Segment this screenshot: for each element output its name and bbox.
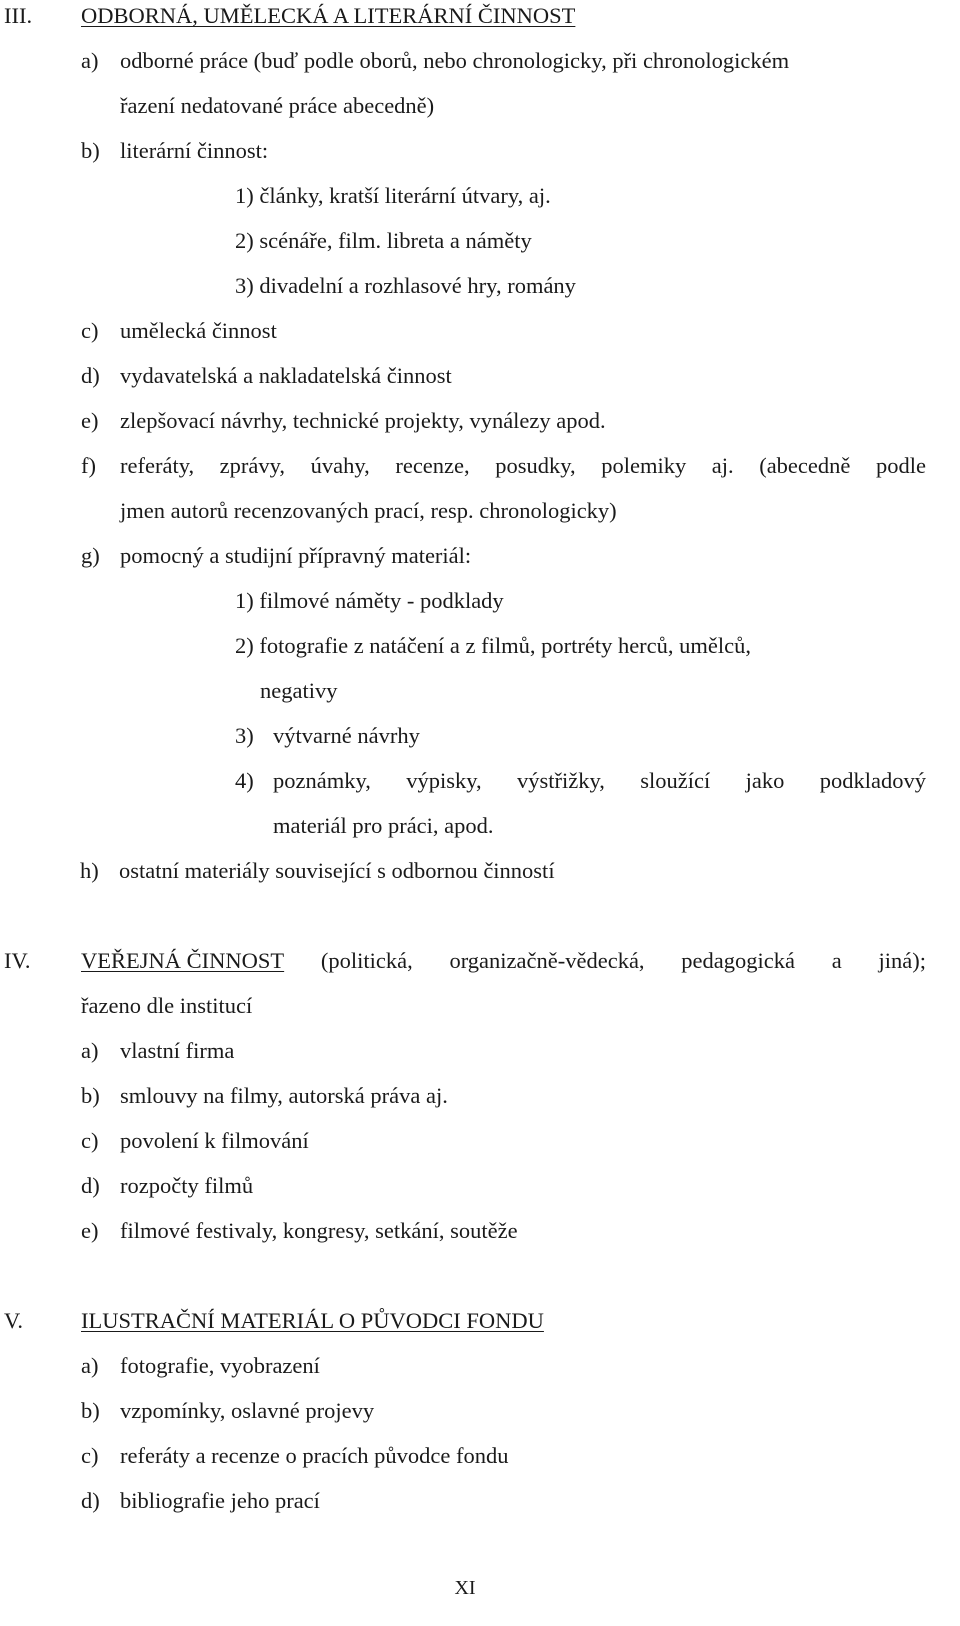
item-f-word: posudky, — [495, 453, 576, 478]
item-g-text: pomocný a studijní přípravný materiál: — [120, 543, 472, 568]
page-number: XI — [454, 1577, 476, 1599]
item-b2: 2) scénáře, film. libreta a náměty — [235, 228, 532, 253]
section-title-v: ILUSTRAČNÍ MATERIÁL O PŮVODCI FONDU — [81, 1308, 544, 1333]
iv-item-e-label: e) — [81, 1218, 99, 1243]
item-g3-num: 3) — [235, 723, 254, 748]
iv-item-a-text: vlastní firma — [120, 1038, 235, 1063]
item-d-text: vydavatelská a nakladatelská činnost — [120, 363, 452, 388]
item-g4-word: sloužící — [640, 768, 711, 793]
iv-item-a-label: a) — [81, 1038, 99, 1063]
v-item-a-label: a) — [81, 1353, 99, 1378]
item-f-word: podle — [875, 453, 926, 478]
v-item-a-text: fotografie, vyobrazení — [120, 1353, 320, 1378]
item-a-line2: řazení nedatované práce abecedně) — [120, 93, 435, 118]
item-c-text: umělecká činnost — [120, 318, 277, 343]
item-f-word: (abecedně — [759, 453, 851, 478]
item-d-label: d) — [81, 363, 100, 388]
item-f-label: f) — [81, 453, 96, 478]
section-iv-title-word: (politická, — [320, 948, 413, 973]
item-g4-line1 — [273, 770, 926, 793]
item-f-word: polemiky — [601, 453, 687, 478]
item-a-line1: odborné práce (buď podle oborů, nebo chronologicky, při chronologickém — [120, 48, 790, 73]
item-h-text: ostatní materiály související s odbornou činností — [119, 858, 555, 883]
section-iv-title-word: pedagogická — [681, 948, 795, 973]
item-h-label: h) — [80, 858, 99, 883]
item-g4-num: 4) — [235, 768, 254, 793]
item-g4-word: výpisky, — [406, 768, 482, 793]
item-g2-line2: negativy — [260, 678, 338, 703]
v-item-b-text: vzpomínky, oslavné projevy — [120, 1398, 375, 1423]
item-f-word: recenze, — [395, 453, 470, 478]
item-b-text: literární činnost: — [120, 138, 269, 163]
iv-item-e-text: filmové festivaly, kongresy, setkání, soutěže — [120, 1218, 518, 1243]
iv-item-c-label: c) — [81, 1128, 99, 1153]
item-a-label: a) — [81, 48, 99, 73]
item-f-line2: jmen autorů recenzovaných prací, resp. chronologicky) — [120, 498, 617, 523]
item-f-word: úvahy, — [310, 453, 370, 478]
item-b3: 3) divadelní a rozhlasové hry, romány — [235, 273, 576, 298]
item-g4-word: jako — [745, 768, 785, 793]
item-f-line1 — [120, 455, 926, 478]
item-f-word: referáty, — [120, 453, 195, 478]
v-item-c-text: referáty a recenze o pracích původce fondu — [120, 1443, 509, 1468]
item-c-label: c) — [81, 318, 99, 343]
item-b-label: b) — [81, 138, 100, 163]
section-number-iii: III. — [4, 3, 33, 28]
v-item-d-text: bibliografie jeho prací — [120, 1488, 320, 1513]
section-iv-title-word: organizačně-vědecká, — [449, 948, 645, 973]
v-item-d-label: d) — [81, 1488, 100, 1513]
item-e-label: e) — [81, 408, 99, 433]
section-title-iii: ODBORNÁ, UMĚLECKÁ A LITERÁRNÍ ČINNOST — [81, 3, 576, 28]
section-title-iv-line — [81, 950, 926, 973]
section-number-v: V. — [4, 1308, 23, 1333]
item-g4-word: výstřižky, — [517, 768, 605, 793]
item-g1: 1) filmové náměty - podklady — [235, 588, 504, 613]
item-g-label: g) — [81, 543, 100, 568]
iv-item-d-text: rozpočty filmů — [120, 1173, 254, 1198]
item-f-word: zprávy, — [219, 453, 286, 478]
item-g4-word: poznámky, — [273, 768, 371, 793]
iv-item-d-label: d) — [81, 1173, 100, 1198]
section-number-iv: IV. — [4, 948, 31, 973]
iv-item-b-text: smlouvy na filmy, autorská práva aj. — [120, 1083, 448, 1108]
item-g4-word: podkladový — [819, 768, 926, 793]
section-iv-line2: řazeno dle institucí — [81, 993, 253, 1018]
section-iv-title-word: a — [831, 948, 842, 973]
item-f-word: aj. — [711, 453, 734, 478]
item-g4-line2: materiál pro práci, apod. — [273, 813, 494, 838]
item-b1: 1) články, kratší literární útvary, aj. — [235, 183, 551, 208]
v-item-c-label: c) — [81, 1443, 99, 1468]
item-e-text: zlepšovací návrhy, technické projekty, vynálezy apod. — [120, 408, 606, 433]
iv-item-b-label: b) — [81, 1083, 100, 1108]
item-g3-text: výtvarné návrhy — [273, 723, 420, 748]
item-g2-line1: 2) fotografie z natáčení a z filmů, portréty herců, umělců, — [235, 633, 752, 658]
iv-item-c-text: povolení k filmování — [120, 1128, 309, 1153]
v-item-b-label: b) — [81, 1398, 100, 1423]
section-iv-title-word: jiná); — [878, 948, 926, 973]
section-title-iv: VEŘEJNÁ ČINNOST — [81, 948, 285, 973]
